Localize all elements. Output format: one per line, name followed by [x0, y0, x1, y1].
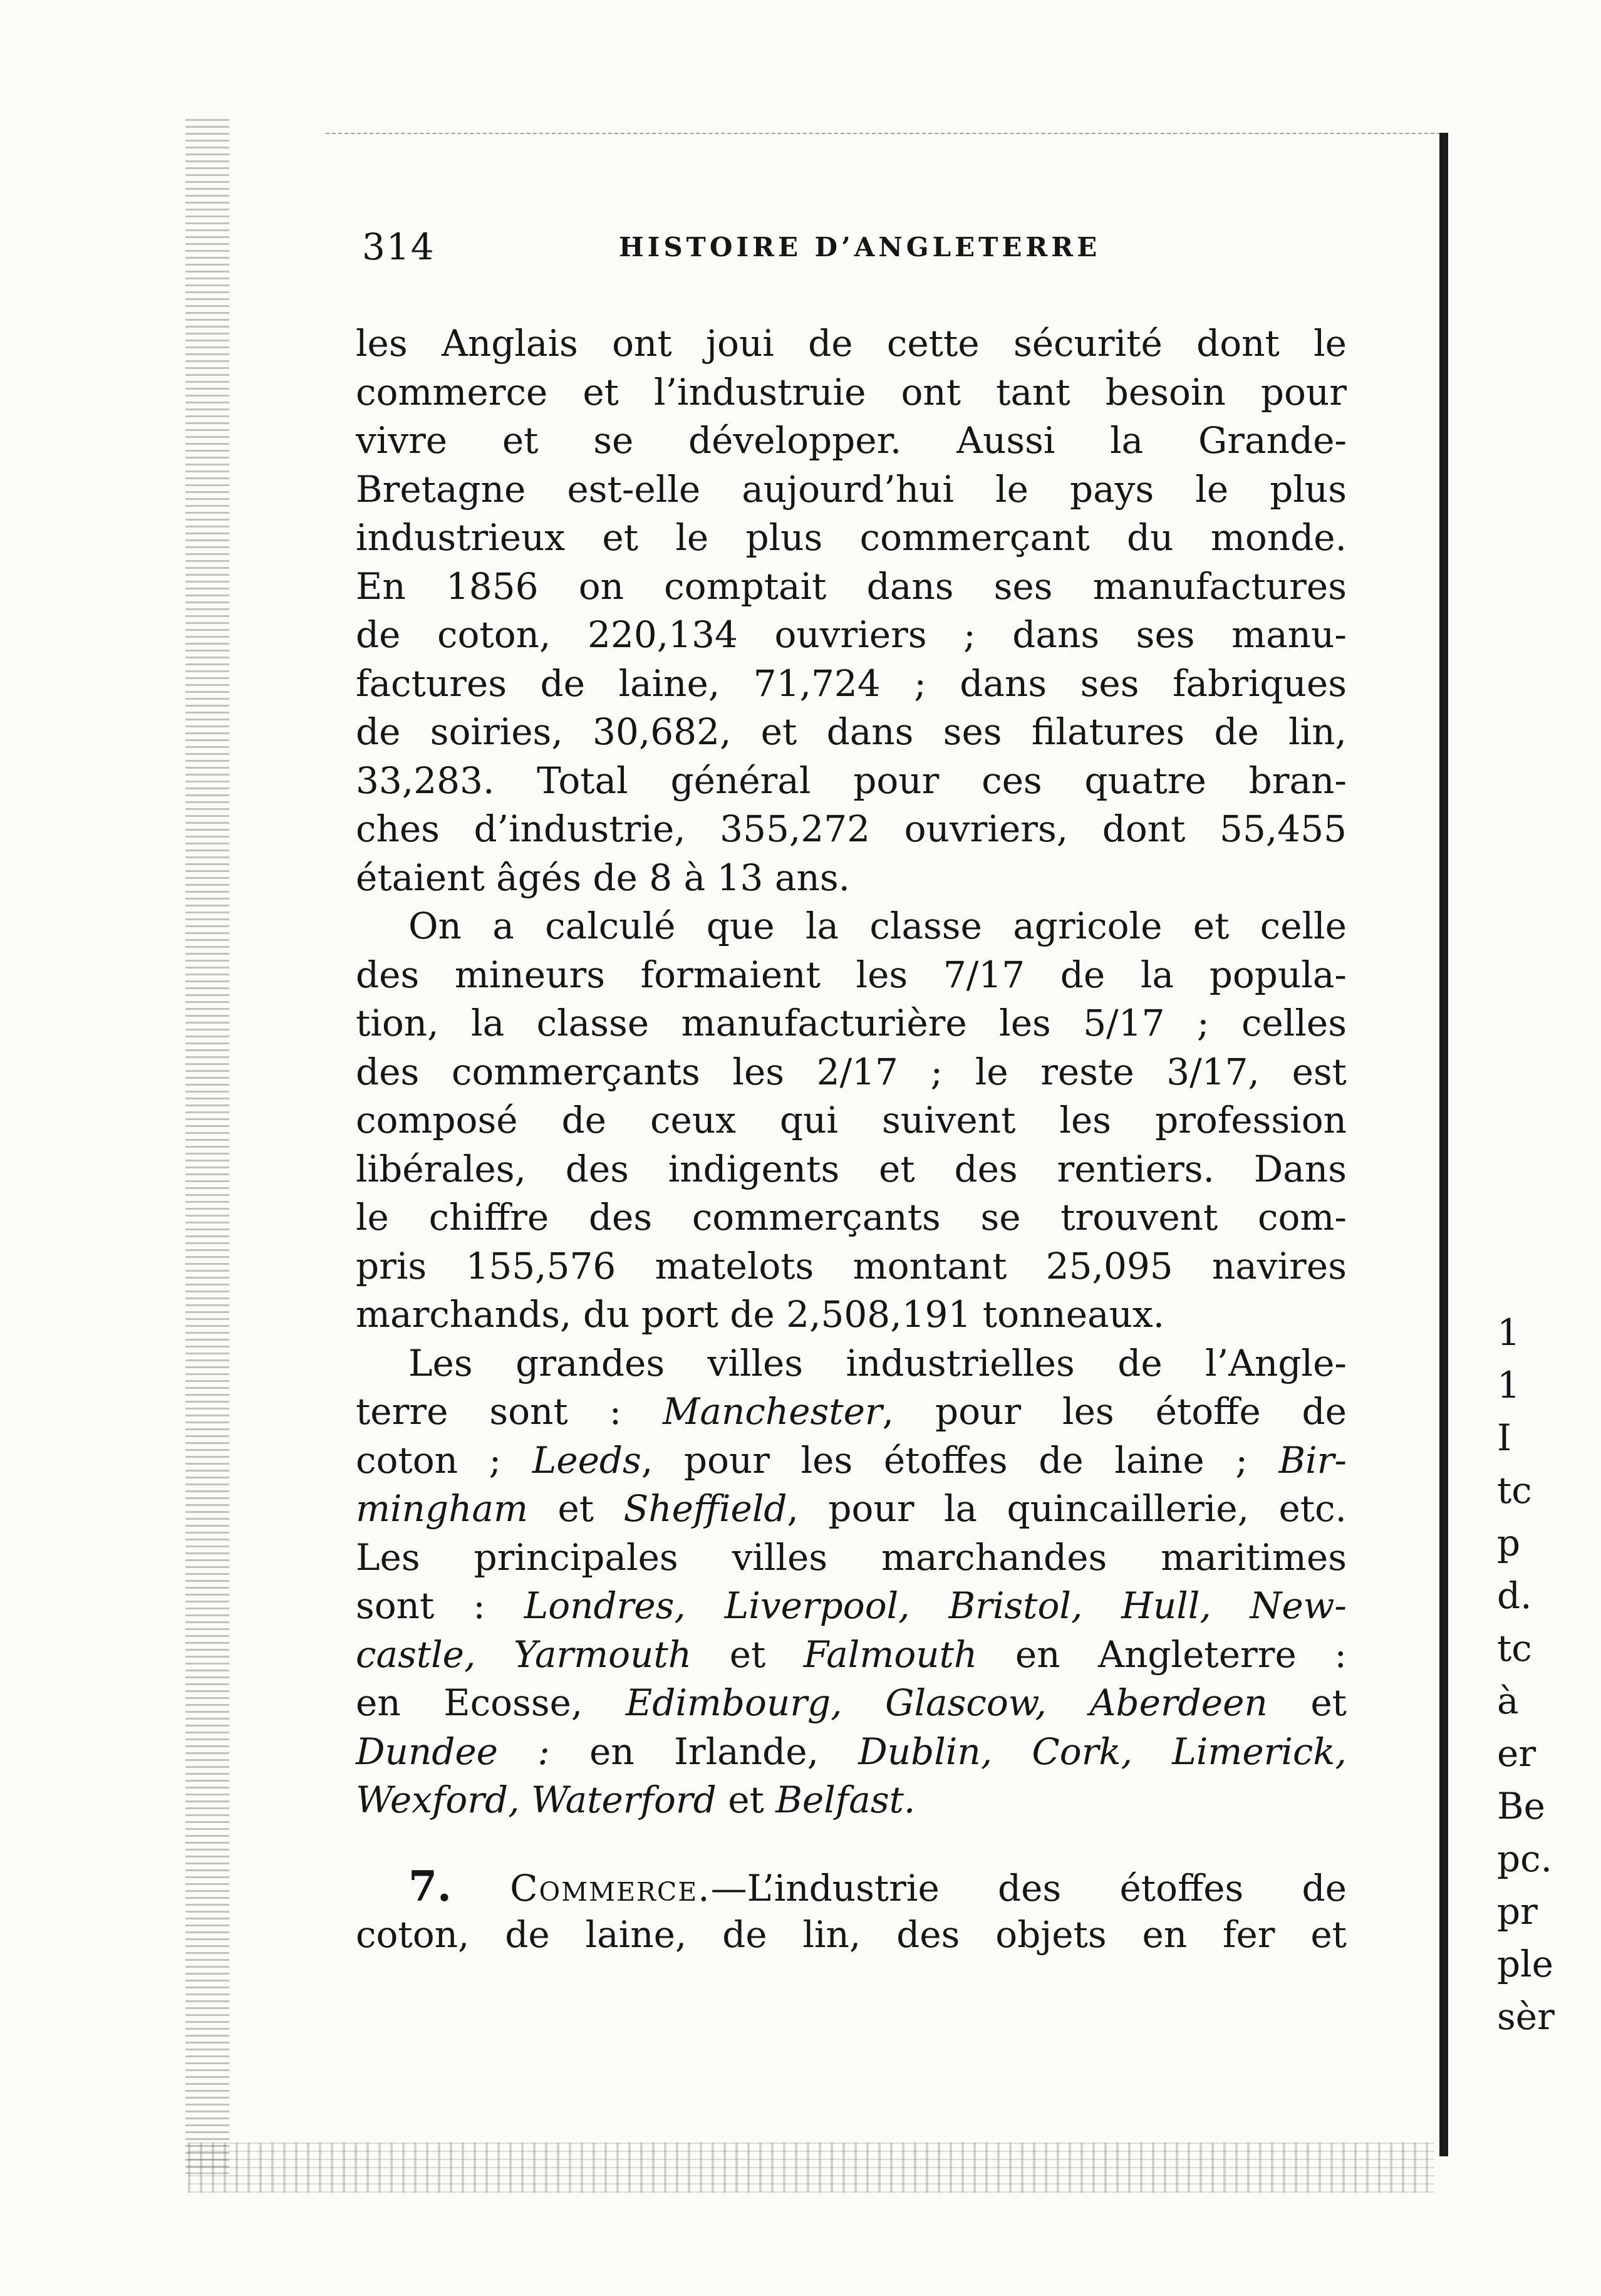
- page-number: 314: [362, 226, 435, 268]
- gutter-rule: [1439, 133, 1448, 2156]
- facing-fragment: Be: [1497, 1785, 1545, 1827]
- text-line: le chiffre des commerçants se trouvent com-: [356, 1196, 1347, 1239]
- italic-city-names: Wexford, Waterford: [356, 1779, 717, 1821]
- facing-fragment: er: [1497, 1732, 1536, 1775]
- page-body: [356, 319, 1347, 1960]
- italic-city-name: mingham: [356, 1487, 528, 1530]
- text-line: industrieux et le plus commerçant du monde.: [356, 516, 1347, 559]
- text-line: les Anglais ont joui de cette sécurité dont le: [356, 322, 1347, 365]
- paragraph-2: [356, 902, 1347, 1339]
- page-header: [362, 226, 1176, 282]
- text-line: En 1856 on comptait dans ses manufactures: [356, 564, 1347, 608]
- facing-fragment: p: [1497, 1522, 1521, 1564]
- text-line: libérales, des indigents et des rentiers. Dans: [356, 1147, 1347, 1190]
- paragraph-3: [356, 1339, 1347, 1825]
- text-line: factures de laine, 71,724 ; dans ses fabriques: [356, 662, 1347, 705]
- facing-fragment: I: [1497, 1416, 1511, 1459]
- facing-fragment: 1: [1497, 1364, 1520, 1406]
- text-run: en Irlande,: [549, 1730, 859, 1773]
- text-line: tion, la classe manufacturière les 5/17 ; celles: [356, 1002, 1347, 1044]
- text-line: [356, 1631, 1347, 1680]
- italic-city-name: Dundee :: [356, 1730, 550, 1773]
- facing-fragment: pr: [1497, 1890, 1538, 1933]
- text-line: pris 155,576 matelots montant 25,095 navires: [356, 1244, 1347, 1287]
- section-7: [356, 1862, 1347, 1960]
- italic-city-names: Dublin, Cork, Limerick,: [858, 1730, 1347, 1773]
- facing-fragment: 1: [1497, 1311, 1520, 1354]
- text-run: en Ecosse,: [356, 1681, 626, 1724]
- text-run: et: [692, 1633, 804, 1676]
- text-line: On a calculé que la classe agricole et celle: [408, 905, 1347, 947]
- text-line: ches d’industrie, 355,272 ouvriers, dont 55,455: [356, 808, 1347, 850]
- text-line: marchands, du port de 2,508,191 tonneaux.: [356, 1293, 1165, 1336]
- text-run: sont :: [356, 1584, 524, 1627]
- text-run: coton ;: [356, 1438, 532, 1482]
- text-line: Les grandes villes industrielles de l’Angle-: [408, 1341, 1347, 1384]
- text-line: Les principales villes marchandes maritimes: [356, 1535, 1347, 1579]
- text-line: [356, 1728, 1347, 1777]
- text-line: étaient âgés de 8 à 13 ans.: [356, 856, 851, 899]
- text-line: [356, 1679, 1347, 1728]
- facing-fragment: tc: [1497, 1469, 1532, 1512]
- text-run: —L’industrie des étoffes de: [710, 1866, 1347, 1909]
- facing-fragment: ple: [1497, 1943, 1554, 1985]
- facing-page-fragments: [1497, 1306, 1585, 2043]
- italic-city-name: Manchester: [663, 1390, 883, 1433]
- text-line: commerce et l’industruie ont tant besoin pour: [356, 370, 1347, 413]
- text-line: de coton, 220,134 ouvriers ; dans ses manu-: [356, 613, 1347, 656]
- text-line: [356, 1582, 1347, 1631]
- facing-fragment: sèr: [1497, 1995, 1555, 2038]
- text-run: en Angleterre :: [977, 1633, 1347, 1676]
- paragraph-1: [356, 319, 1347, 902]
- text-line: [356, 1388, 1347, 1436]
- text-line: vivre et se développer. Aussi la Grande-: [356, 419, 1347, 462]
- text-run: , pour les étoffe de: [882, 1390, 1347, 1433]
- text-run: terre sont :: [356, 1390, 663, 1433]
- text-line: [356, 1776, 1347, 1825]
- text-line: coton, de laine, de lin, des objets en fer et: [356, 1913, 1347, 1956]
- text-run: , pour les étoffes de laine ;: [641, 1438, 1279, 1482]
- section-number: 7.: [408, 1861, 452, 1911]
- running-title: HISTOIRE D’ANGLETERRE: [619, 232, 1101, 262]
- italic-city-names: castle, Yarmouth: [356, 1633, 692, 1676]
- text-run: , pour la quincaillerie, etc.: [787, 1487, 1347, 1530]
- facing-fragment: d.: [1497, 1574, 1532, 1617]
- facing-fragment: pc.: [1497, 1837, 1553, 1880]
- scan-top-rule: [326, 133, 1441, 134]
- section-heading: Commerce.: [510, 1866, 711, 1909]
- text-line: des commerçants les 2/17 ; le reste 3/17, est: [356, 1050, 1347, 1093]
- text-line: composé de ceux qui suivent les profession: [356, 1099, 1347, 1141]
- facing-fragment: tc: [1497, 1627, 1532, 1670]
- text-run: et: [527, 1487, 624, 1530]
- text-line: [356, 1485, 1347, 1534]
- text-run: et: [1267, 1681, 1347, 1724]
- text-line: des mineurs formaient les 7/17 de la popula-: [356, 953, 1347, 996]
- italic-city-name: Leeds: [532, 1438, 641, 1482]
- facing-fragment: à: [1497, 1680, 1519, 1722]
- italic-city-name: Sheffield: [623, 1487, 787, 1530]
- text-line: [356, 1436, 1347, 1485]
- italic-city-name: Belfast.: [775, 1779, 916, 1821]
- scan-bottom-noise: [188, 2143, 1434, 2193]
- text-line: [356, 1862, 1347, 1911]
- section-spacer: [356, 1825, 1347, 1862]
- scan-left-edge-noise: [185, 119, 229, 2174]
- italic-city-name: Bir-: [1278, 1438, 1347, 1482]
- text-line: 33,283. Total général pour ces quatre bran-: [356, 759, 1347, 802]
- text-run: et: [716, 1779, 776, 1821]
- italic-city-names: Londres, Liverpool, Bristol, Hull, New-: [524, 1584, 1347, 1627]
- text-line: de soiries, 30,682, et dans ses filatures de lin,: [356, 710, 1347, 753]
- text-line: Bretagne est-elle aujourd’hui le pays le plus: [356, 467, 1347, 511]
- italic-city-name: Falmouth: [803, 1633, 978, 1676]
- italic-city-names: Edimbourg, Glascow, Aberdeen: [625, 1681, 1268, 1724]
